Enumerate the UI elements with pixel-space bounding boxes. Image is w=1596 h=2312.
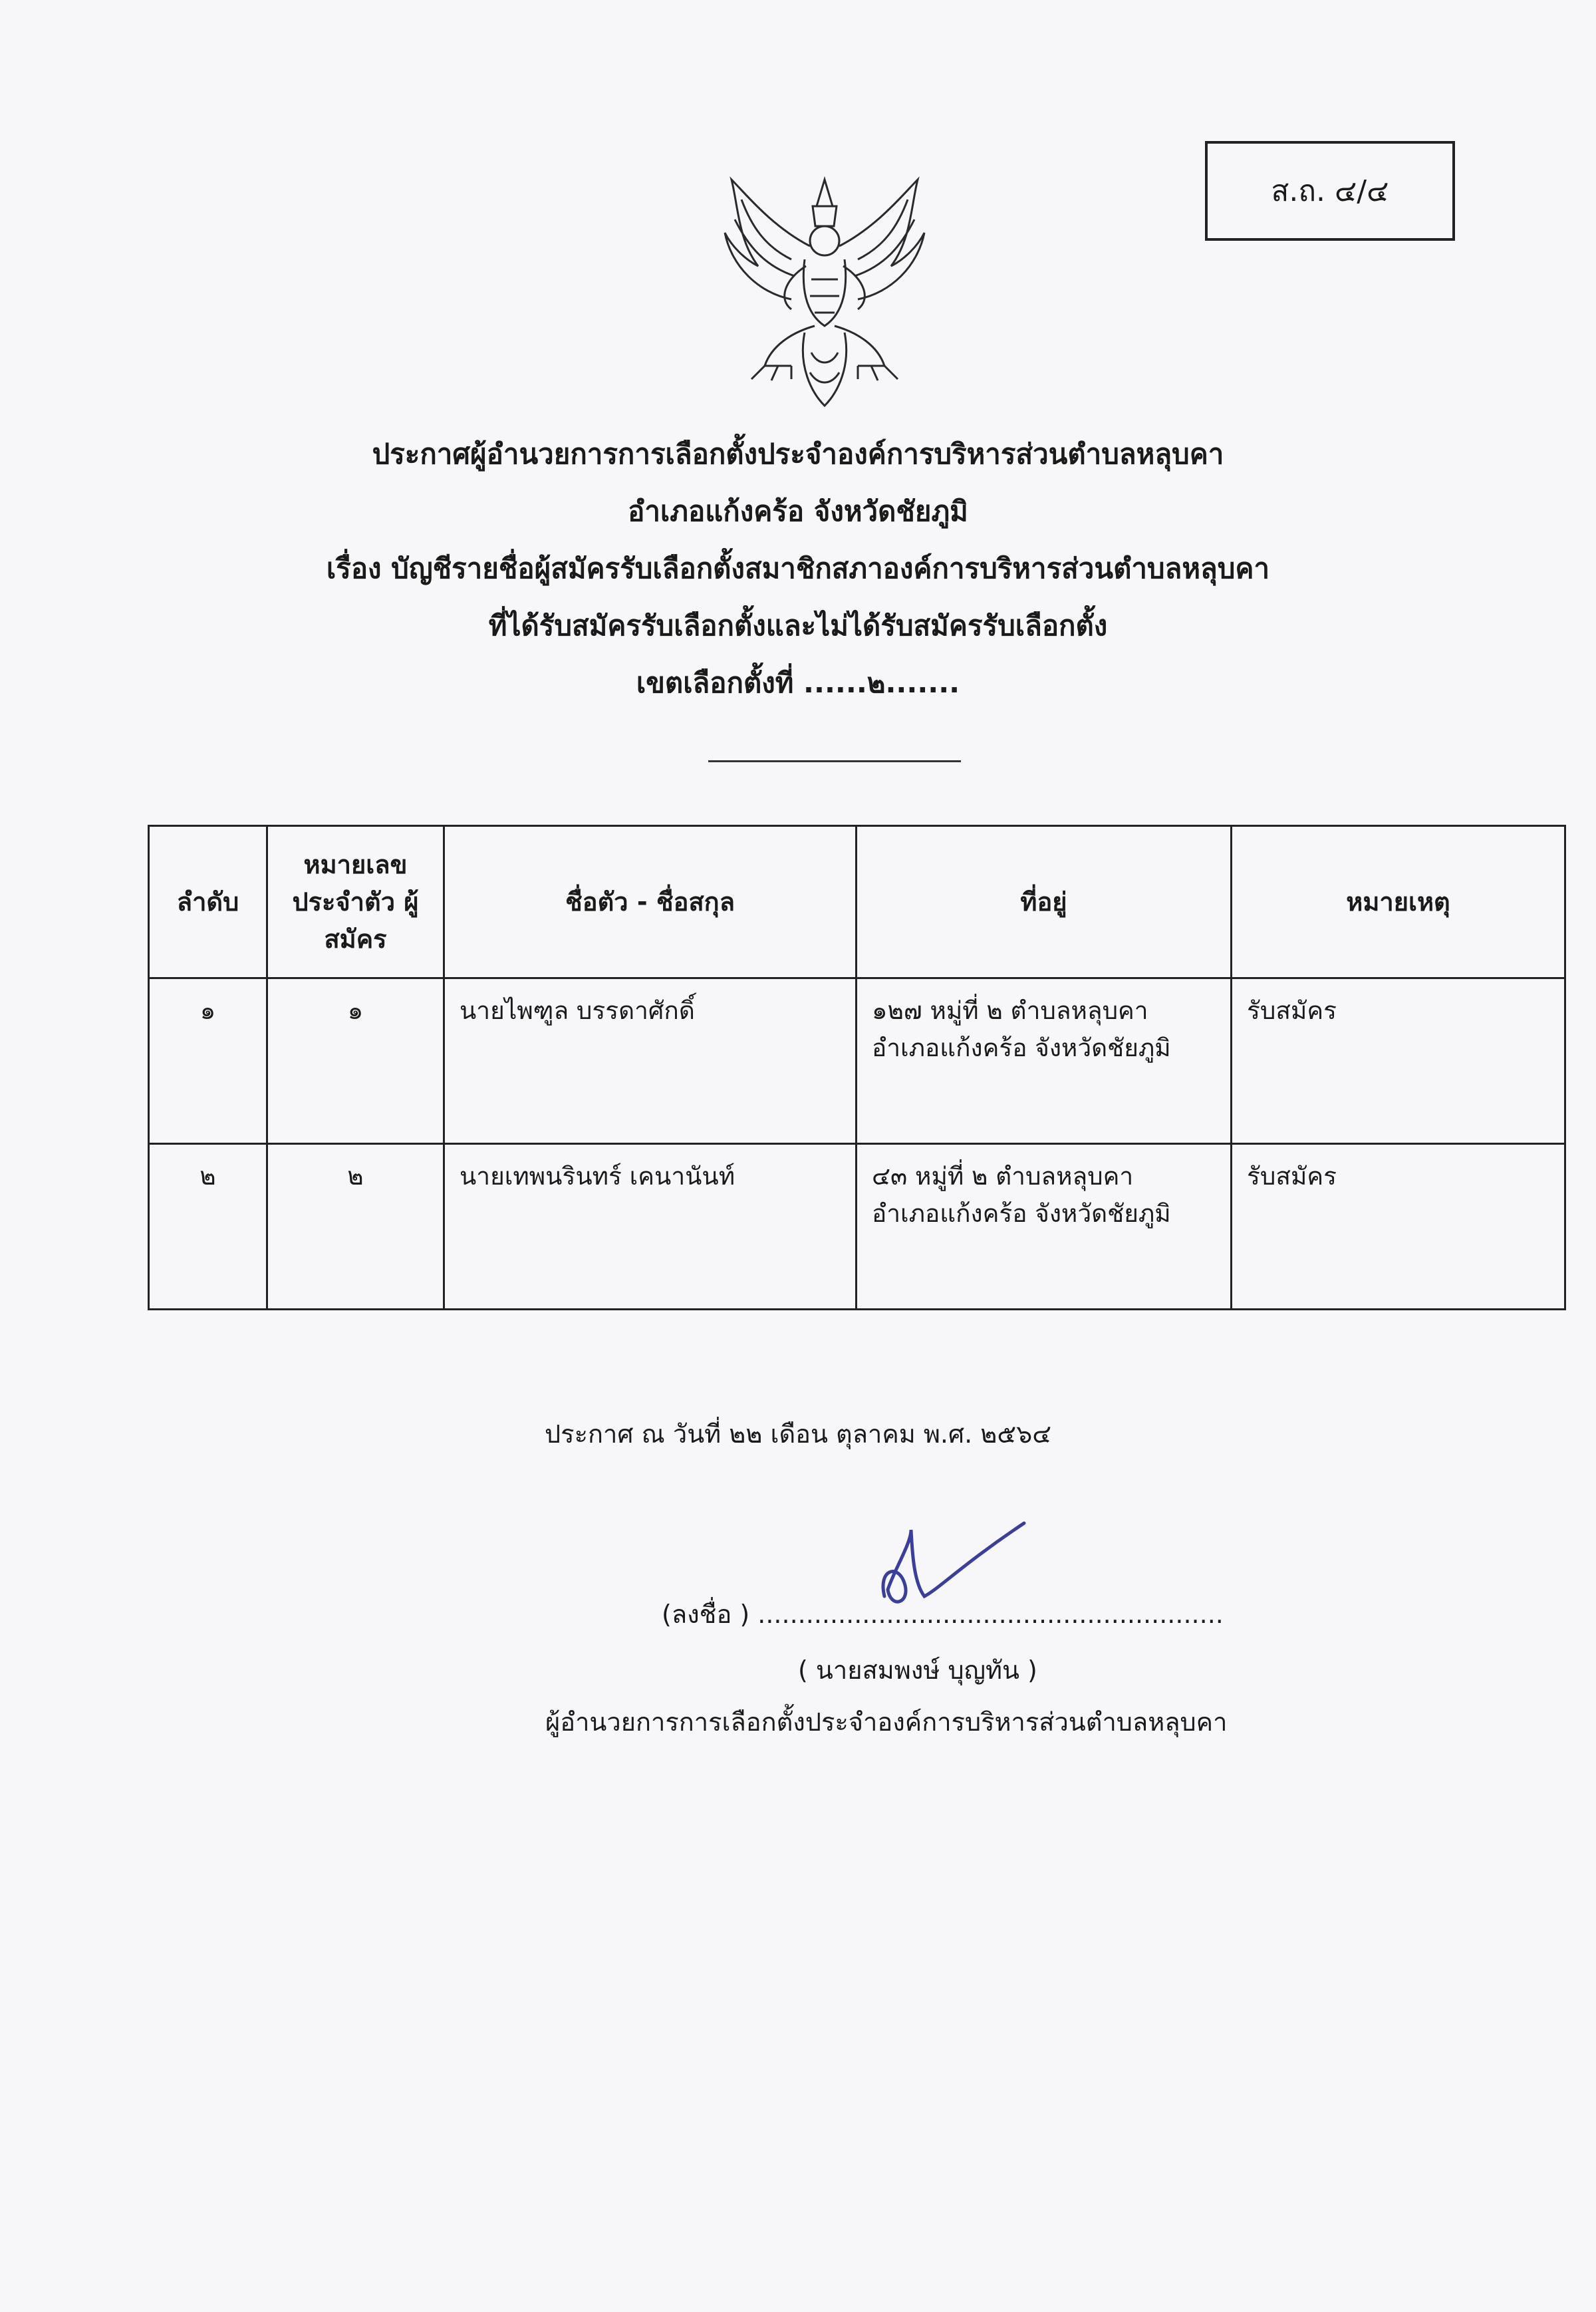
address-line: ๑๒๗ หมู่ที่ ๒ ตำบลหลุบคา <box>872 996 1148 1025</box>
column-header-note: หมายเหตุ <box>1232 826 1565 978</box>
cell-order: ๒ <box>149 1144 267 1310</box>
signer-name: ( นายสมพงษ์ บุญทัน ) <box>798 1656 1037 1685</box>
header-district: อำเภอแก้งคร้อ จังหวัดชัยภูมิ <box>628 495 968 527</box>
cell-address <box>857 978 1232 1144</box>
cell-name: นายเทพนรินทร์ เคนานันท์ <box>444 1144 857 1310</box>
header-subject-cont: ที่ได้รับสมัครรับเลือกตั้งและไม่ได้รับสมัครรับเลือกตั้ง <box>488 609 1108 642</box>
form-code: ส.ถ. ๔/๔ <box>1271 174 1389 208</box>
header-constituency: เขตเลือกตั้งที่ ......๒....... <box>636 666 960 699</box>
cell-candidate-number: ๒ <box>267 1144 444 1310</box>
table-row <box>149 978 1565 1144</box>
signature-line: (ลงชื่อ ) .......................................................... <box>662 1600 1224 1629</box>
column-header-order: ลำดับ <box>149 826 267 978</box>
garuda-emblem-icon <box>692 166 958 419</box>
form-code-box <box>1205 141 1455 241</box>
address-line: อำเภอแก้งคร้อ จังหวัดชัยภูมิ <box>872 1034 1171 1062</box>
cell-order: ๑ <box>149 978 267 1144</box>
address-line: อำเภอแก้งคร้อ จังหวัดชัยภูมิ <box>872 1199 1171 1228</box>
cell-address <box>857 1144 1232 1310</box>
header-subject: เรื่อง บัญชีรายชื่อผู้สมัครรับเลือกตั้งสมาชิกสภาองค์การบริหารส่วนตำบลหลุบคา <box>326 552 1270 585</box>
column-header-candidate-number: หมายเลข ประจำตัว ผู้สมัคร <box>267 826 444 978</box>
cell-candidate-number: ๑ <box>267 978 444 1144</box>
signer-title: ผู้อำนวยการการเลือกตั้งประจำองค์การบริหารส่วนตำบลหลุบคา <box>545 1707 1228 1737</box>
header-title: ประกาศผู้อำนวยการการเลือกตั้งประจำองค์การบริหารส่วนตำบลหลุบคา <box>372 438 1224 470</box>
address-line: ๔๓ หมู่ที่ ๒ ตำบลหลุบคา <box>872 1162 1134 1191</box>
column-header-address: ที่อยู่ <box>857 826 1232 978</box>
candidate-table <box>148 825 1566 1310</box>
header-divider <box>708 760 961 762</box>
cell-name: นายไพฑูล บรรดาศักดิ์ <box>444 978 857 1144</box>
announcement-header <box>0 426 1596 712</box>
table-header-row <box>149 826 1565 978</box>
table-row <box>149 1144 1565 1310</box>
cell-note: รับสมัคร <box>1232 1144 1565 1310</box>
cell-note: รับสมัคร <box>1232 978 1565 1144</box>
announcement-date: ประกาศ ณ วันที่ ๒๒ เดือน ตุลาคม พ.ศ. ๒๕๖๔ <box>545 1419 1051 1449</box>
column-header-name: ชื่อตัว - ชื่อสกุล <box>444 826 857 978</box>
